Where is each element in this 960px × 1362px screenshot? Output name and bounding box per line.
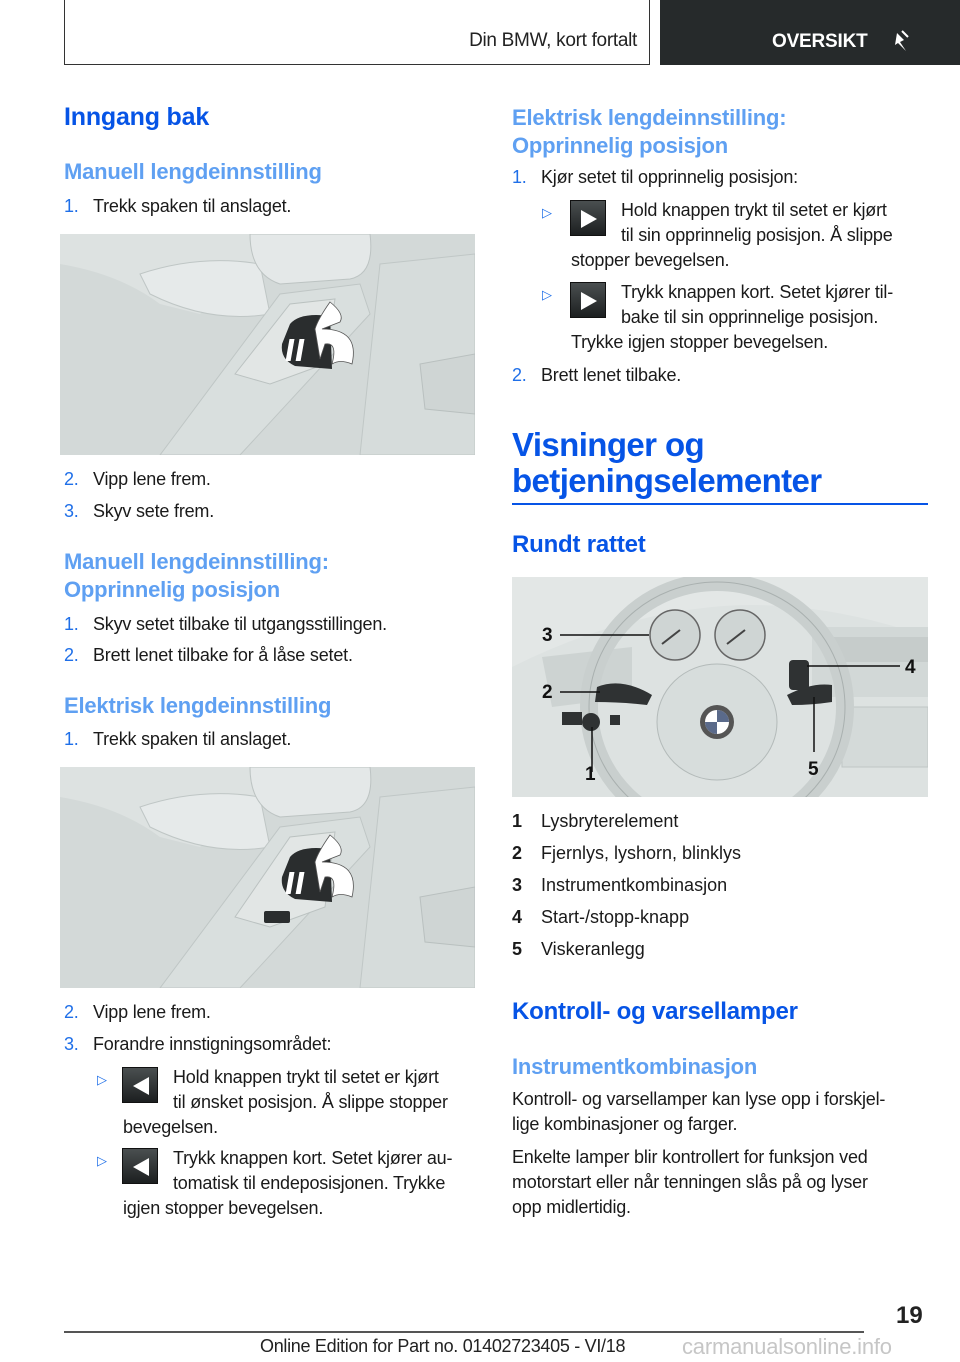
footer-watermark: carmanualsonline.info xyxy=(682,1334,892,1359)
legend-item: 4 Start-/stopp-knapp xyxy=(512,907,690,927)
chapter-title: Visninger og betjeningselementer xyxy=(512,426,822,499)
chapter-tab-label: OVERSIKT xyxy=(772,31,868,52)
steering-wheel-illustration xyxy=(512,577,928,797)
triangle-bullet-icon: ▷ xyxy=(542,205,552,220)
footer-edition: Online Edition for Part no. 01402723405 - VI/18 xyxy=(260,1336,626,1356)
section-title-inngang-bak: Inngang bak xyxy=(64,103,210,131)
heading-manuell: Manuell lengdeinnstilling xyxy=(64,159,322,184)
heading-kontroll-varsellamper: Kontroll- og varsellamper xyxy=(512,998,798,1025)
forward-arrow-button-icon xyxy=(570,282,606,318)
header-section-title: Din BMW, kort fortalt xyxy=(469,30,637,51)
triangle-bullet-icon: ▷ xyxy=(542,287,552,302)
footer-divider xyxy=(64,1331,864,1333)
triangle-bullet-icon: ▷ xyxy=(97,1072,107,1087)
chapter-divider xyxy=(512,503,928,505)
paragraph: Kontroll- og varsellamper kan lyse opp i forskjel- lige kombinasjoner og farger. xyxy=(512,1089,886,1134)
heading-elektrisk: Elektrisk lengdeinnstilling xyxy=(64,693,332,718)
forward-arrow-button-icon xyxy=(570,200,606,236)
callout-4: 4 xyxy=(905,657,916,678)
callout-1: 1 xyxy=(585,764,596,785)
header-section-box xyxy=(64,0,650,65)
seat-lever-electric-illustration xyxy=(60,767,475,988)
heading-instrumentkombinasjon: Instrumentkombinasjon xyxy=(512,1054,758,1079)
callout-2: 2 xyxy=(542,682,553,703)
chapter-tab[interactable] xyxy=(660,0,960,65)
page-number: 19 xyxy=(896,1302,923,1329)
back-arrow-button-icon xyxy=(122,1148,158,1184)
callout-3: 3 xyxy=(542,625,553,646)
bullet-item: ▷ Hold knappen trykt til setet er kjørt til ønsket posisjon. Å slippe stopper bevegelsen. xyxy=(97,1067,448,1137)
heading-rundt-rattet: Rundt rattet xyxy=(512,531,646,558)
bullet-item: ▷ Trykk knappen kort. Setet kjører til- bake til sin opprinnelige posisjon. Trykke igjen stopper bevegelsen. xyxy=(542,282,894,352)
heading-elektrisk-opprinnelig: Elektrisk lengdeinnstilling: Opprinnelig posisjon xyxy=(512,105,787,158)
legend-item: 3 Instrumentkombinasjon xyxy=(512,875,728,895)
legend-item: 2 Fjernlys, lyshorn, blinklys xyxy=(512,843,742,863)
triangle-bullet-icon: ▷ xyxy=(97,1153,107,1168)
legend-item: 1 Lysbryterelement xyxy=(512,811,679,831)
bullet-item: ▷ Trykk knappen kort. Setet kjører au- tomatisk til endeposisjonen. Trykke igjen stopper bevegelsen. xyxy=(97,1148,453,1218)
bullet-item: ▷ Hold knappen trykt til setet er kjørt til sin opprinnelig posisjon. Å slippe stopper bevegelsen. xyxy=(542,200,893,270)
callout-5: 5 xyxy=(808,759,819,780)
paragraph: Enkelte lamper blir kontrollert for funksjon ved motorstart eller når tenningen slås på og lyser opp midlertidig. xyxy=(512,1147,868,1217)
pushpin-icon xyxy=(891,30,913,54)
legend-item: 5 Viskeranlegg xyxy=(512,939,645,959)
seat-lever-illustration xyxy=(60,234,475,455)
back-arrow-button-icon xyxy=(122,1067,158,1103)
heading-manuell-opprinnelig: Manuell lengdeinnstilling: Opprinnelig posisjon xyxy=(64,549,329,602)
